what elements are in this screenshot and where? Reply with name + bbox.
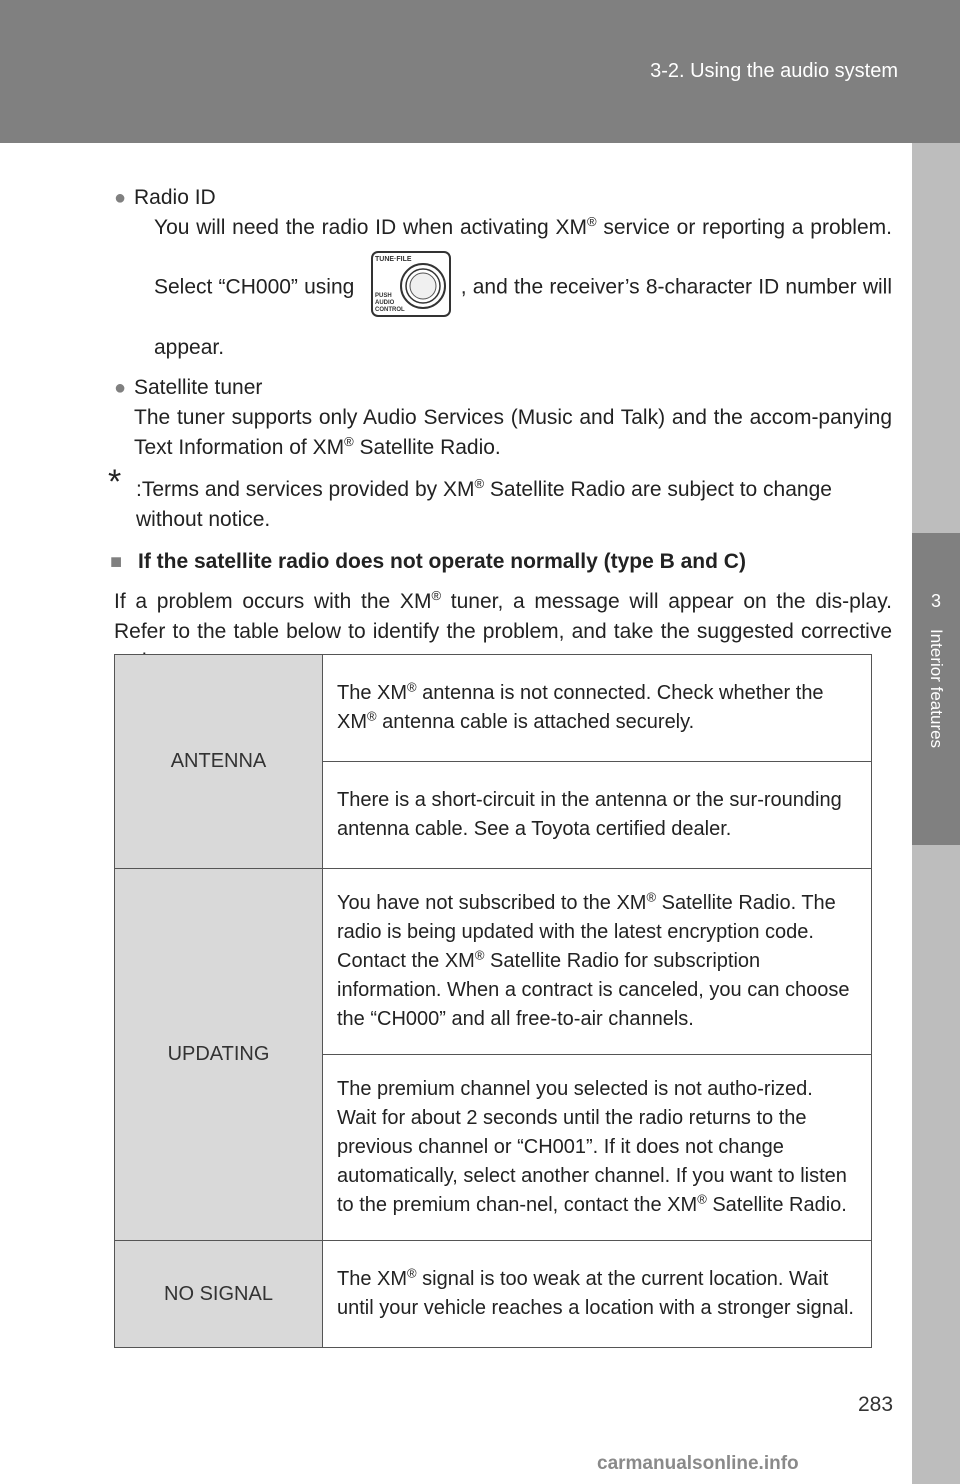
radio-id-text: You will need the radio ID when activating XM® service or reporting a problem. Select “CH000” using TUNE·FILE PUSH AUDIO CONTROL , and the receiver’s 8-character ID number will appear. — [154, 214, 892, 359]
knob-svg — [371, 251, 451, 317]
page-content — [108, 183, 892, 677]
section-body: If a problem occurs with the XM® tuner, a message will appear on the dis-play. Refer to the table below to identify the problem, and take the suggested corrective — [114, 588, 892, 643]
footnote-star: * — [108, 463, 122, 501]
table-row — [115, 869, 872, 1055]
watermark: carmanualsonline.info — [597, 1453, 799, 1474]
side-tab-lower — [912, 845, 960, 1484]
chapter-tab — [912, 533, 960, 845]
side-tab-upper — [912, 143, 960, 533]
page-header — [0, 0, 960, 143]
square-bullet-icon: ■ — [110, 551, 123, 573]
knob-label-2: AUDIO — [374, 300, 394, 306]
bullet-icon: ● — [114, 377, 127, 399]
knob-label-3: CONTROL — [374, 307, 405, 313]
bullet-icon: ● — [114, 187, 127, 209]
page-number: 283 — [858, 1393, 894, 1416]
satellite-tuner-title: Satellite tuner — [134, 376, 263, 399]
knob-label-top: TUNE·FILE — [374, 256, 412, 263]
section-heading: ■ If the satellite radio does not operate normally (type B and C) — [114, 547, 892, 577]
code-no-signal: NO SIGNAL — [115, 1241, 323, 1348]
footnote: * :Terms and services provided by XM® Satellite Radio are subject to change without notice. — [108, 463, 832, 531]
code-updating: UPDATING — [115, 869, 323, 1241]
antenna-message-2: There is a short-circuit in the antenna or the sur-rounding antenna cable. See a Toyota certified dealer. — [323, 762, 872, 869]
table-row — [115, 1241, 872, 1348]
table-row — [115, 655, 872, 762]
no-signal-message: The XM® signal is too weak at the current location. Wait until your vehicle reaches a location with a stronger signal. — [323, 1241, 872, 1348]
satellite-tuner-text: The tuner supports only Audio Services (Music and Talk) and the accom-panying Text Information of XM® Satellite Radio. — [134, 406, 892, 459]
tune-file-knob-icon — [371, 251, 451, 317]
knob-label-1: PUSH — [374, 293, 392, 299]
radio-id-title: Radio ID — [134, 186, 216, 209]
updating-message-1: You have not subscribed to the XM® Satellite Radio. The radio is being updated with the latest encryption code. Contact the XM® Satellite Radio for subscription information. When a contract is canceled, you can choose the “CH000” and all free-to-air channels. — [323, 869, 872, 1055]
satellite-tuner-item — [114, 373, 892, 463]
updating-message-2: The premium channel you selected is not autho-rized. Wait for about 2 seconds until the radio returns to the previous channel or “CH001”. If it does not change automatically, select another channel. If you want to listen to the premium chan-nel, contact the XM® Satellite Radio. — [323, 1055, 872, 1241]
chapter-label: Interior features — [927, 629, 946, 749]
chapter-number: 3 — [930, 591, 941, 611]
code-antenna: ANTENNA — [115, 655, 323, 869]
antenna-message-1: The XM® antenna is not connected. Check whether the XM® antenna cable is attached securely. — [323, 655, 872, 762]
error-message-table — [114, 654, 872, 1348]
radio-id-item — [114, 183, 892, 375]
section-title: 3-2. Using the audio system — [650, 60, 898, 82]
